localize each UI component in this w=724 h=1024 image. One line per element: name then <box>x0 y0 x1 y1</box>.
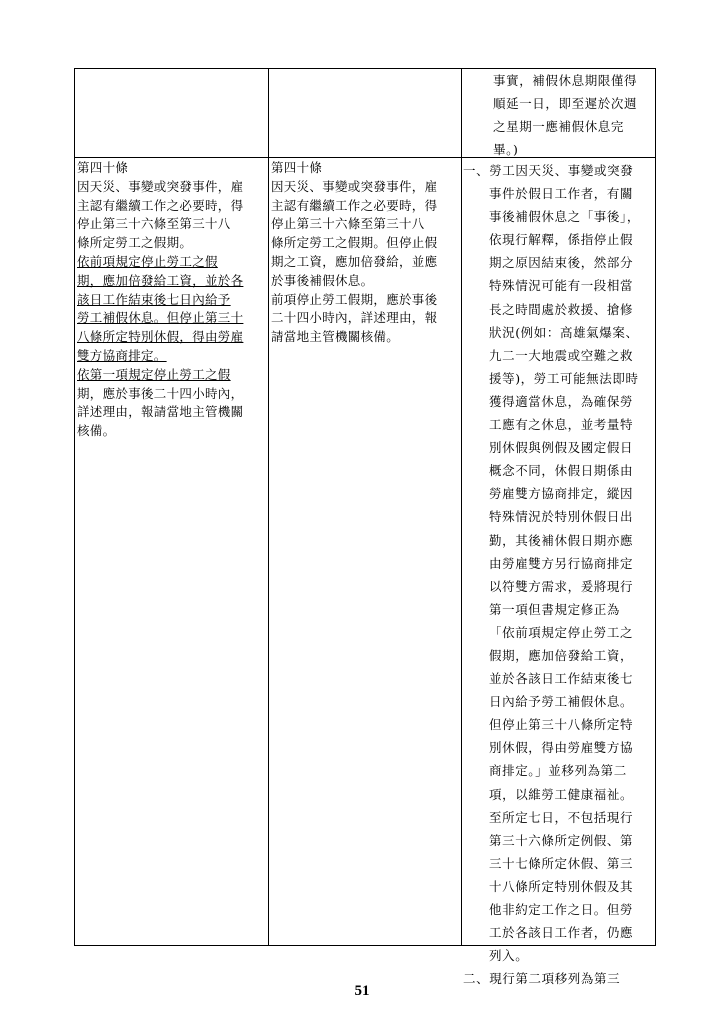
text-line: 二十四小時內，詳述理由，報 <box>271 310 438 326</box>
explanation-item-2: 二、現行第二項移列為第三 <box>463 971 621 987</box>
text-line: 由勞雇雙方另行協商排定 <box>489 555 634 571</box>
text-line: 畢。) <box>493 142 519 158</box>
text-line: 假期，應加倍發給工資， <box>489 647 634 663</box>
text-line: 但停止第三十八條所定特 <box>489 717 634 733</box>
text-line: 核備。 <box>77 423 116 439</box>
text-line: 順延一日，即至遲於次週 <box>493 96 638 112</box>
text-line: 並於各該日工作結束後七 <box>489 671 634 687</box>
text-line: 商排定。」並移列為第二 <box>489 763 627 779</box>
text-line: 詳述理由，報請當地主管機關 <box>77 404 244 420</box>
amended-text-line: 依前項規定停止勞工之假 <box>77 253 218 269</box>
amended-text-line: 期，應加倍發給工資，並於各 <box>77 272 244 288</box>
text-line: 事後補假休息之「事後」， <box>489 209 640 225</box>
amended-article-cell <box>77 159 267 441</box>
text-line: 條所定勞工之假期。 <box>77 235 193 251</box>
amended-text-line: 八條所定特別休假，得由勞雇 <box>77 329 244 345</box>
text-line: 請當地主管機關核備。 <box>271 329 400 345</box>
amended-text-line: 勞工補假休息。但停止第三十 <box>77 310 244 326</box>
explanation-cell <box>463 159 655 990</box>
text-line: 項，以維勞工健康福祉。 <box>489 786 634 802</box>
text-line: 因天災、事變或突發事件，雇 <box>271 178 438 194</box>
text-line: 「依前項規定停止勞工之 <box>489 624 634 640</box>
text-line: 期，應於事後二十四小時內， <box>77 385 244 401</box>
text-line: 停止第三十六條至第三十八 <box>77 216 231 232</box>
comparison-table <box>74 68 656 987</box>
text-line: 他非約定工作之日。但勞 <box>489 902 634 917</box>
text-line: 概念不同，休假日期係由 <box>489 463 634 479</box>
page-number: 51 <box>354 983 370 999</box>
text-line: 九二一大地震或空難之救 <box>489 347 634 363</box>
text-line: 獲得適當休息，為確保勞 <box>489 393 634 409</box>
text-line: 狀況(例如：高雄氣爆案、 <box>489 324 639 340</box>
text-line: 以符雙方需求，爰將現行 <box>489 578 634 594</box>
text-line: 別休假，得由勞雇雙方協 <box>489 740 634 756</box>
text-line: 主認有繼續工作之必要時，得 <box>77 197 244 213</box>
text-line: 期之原因結束後，然部分 <box>489 255 634 271</box>
text-line: 勤，其後補休假日期亦應 <box>489 532 634 548</box>
article-title: 第四十條 <box>77 160 129 175</box>
text-line: 工於各該日工作者，仍應 <box>489 925 634 941</box>
text-line: 特殊情況於特別休假日出 <box>489 509 634 525</box>
text-line: 日內給予勞工補假休息。 <box>489 694 634 710</box>
amended-text-line: 依第一項規定停止勞工之假 <box>77 366 231 382</box>
amended-text-line: 該日工作結束後七日內給予 <box>77 291 231 307</box>
text-line: 前項停止勞工假期，應於事後 <box>271 291 438 307</box>
text-line: 主認有繼續工作之必要時，得 <box>271 197 438 213</box>
current-article-cell <box>271 159 461 347</box>
text-line: 條所定勞工之假期。但停止假 <box>271 235 438 251</box>
text-line: 援等)，勞工可能無法即時 <box>489 370 639 386</box>
text-line: 於事後補假休息。 <box>271 272 374 288</box>
text-line: 停止第三十六條至第三十八 <box>271 216 425 232</box>
explanation-item-1: 一、勞工因天災、事變或突發 <box>463 163 634 178</box>
column-divider-2 <box>461 69 462 945</box>
text-line: 列入。 <box>489 948 529 964</box>
text-line: 期之工資，應加倍發給，並應 <box>271 253 438 269</box>
text-line: 長之時間處於救援、搶修 <box>489 301 634 317</box>
text-line: 工應有之休息，並考量特 <box>489 417 634 433</box>
article-title: 第四十條 <box>271 160 323 175</box>
text-line: 特殊情況可能有一段相當 <box>489 278 634 294</box>
text-line: 事實，補假休息期限僅得 <box>493 73 638 88</box>
amended-text-line: 雙方協商排定。 <box>77 347 167 363</box>
text-line: 依現行解釋，係指停止假 <box>489 232 634 248</box>
text-line: 至所定七日，不包括現行 <box>489 809 634 825</box>
column-divider-1 <box>268 69 269 945</box>
text-line: 勞雇雙方協商排定，縱因 <box>489 486 634 502</box>
text-line: 第一項但書規定修正為 <box>489 601 621 617</box>
top-row-right-cell <box>467 69 655 161</box>
text-line: 別休假與例假及國定假日 <box>489 440 634 456</box>
text-line: 事件於假日工作者，有關 <box>489 186 634 202</box>
text-line: 第三十六條所定例假、第 <box>489 832 634 848</box>
text-line: 三十七條所定休假、第三 <box>489 855 634 871</box>
text-line: 十八條所定特別休假及其 <box>489 878 634 894</box>
text-line: 之星期一應補假休息完 <box>493 119 625 135</box>
text-line: 因天災、事變或突發事件，雇 <box>77 178 244 194</box>
